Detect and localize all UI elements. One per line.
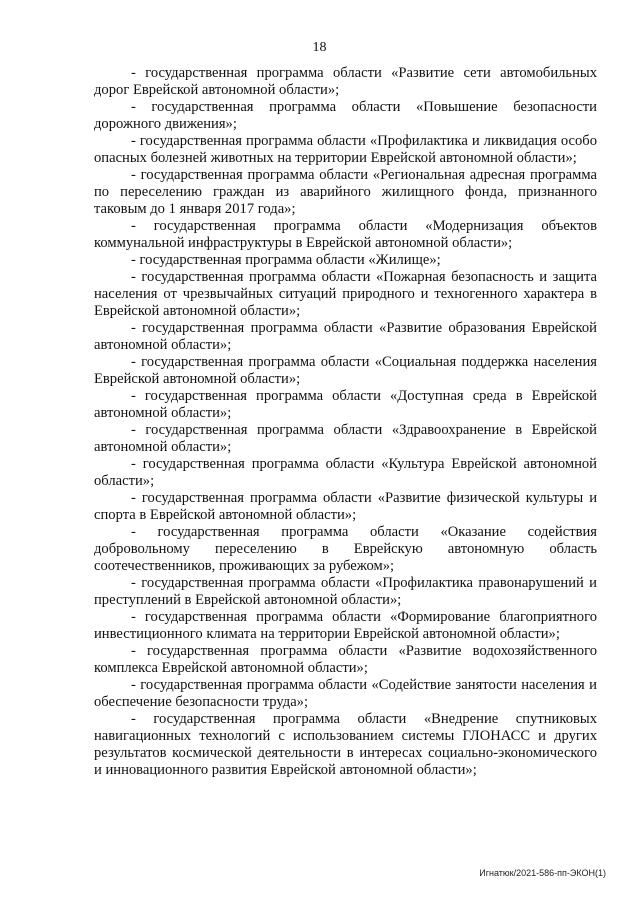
page-number: 18 [312,40,327,55]
list-item: - государственная программа области «Развитие водохозяйственного комплекса Еврейской автономной области»; [94,643,597,676]
list-item: - государственная программа области «Культура Еврейской автономной области»; [94,456,597,489]
list-item: - государственная программа области «Оказание содействия добровольному переселению в Еврейскую автономную область соотечественников, проживающих за рубежом»; [94,524,597,574]
list-item: - государственная программа области «Здравоохранение в Еврейской автономной области»; [94,422,597,455]
list-item: - государственная программа области «Социальная поддержка населения Еврейской автономной области»; [94,354,597,387]
list-item: - государственная программа области «Повышение безопасности дорожного движения»; [94,99,597,132]
list-item: - государственная программа области «Развитие сети автомобильных дорог Еврейской автономной области»; [94,65,597,98]
list-item: - государственная программа области «Развитие физической культуры и спорта в Еврейской автономной области»; [94,490,597,523]
list-item: - государственная программа области «Содействие занятости населения и обеспечение безопасности труда»; [94,677,597,710]
list-item: - государственная программа области «Профилактика правонарушений и преступлений в Еврейской автономной области»; [94,575,597,608]
list-item: - государственная программа области «Внедрение спутниковых навигационных технологий с использованием системы ГЛОНАСС и других результатов космической деятельности в интересах социально-экономического и инновационного развития Еврейской автономной области»; [94,711,597,778]
list-item: - государственная программа области «Пожарная безопасность и защита населения от чрезвычайных ситуаций природного и техногенного характера в Еврейской автономной области»; [94,269,597,319]
list-item: - государственная программа области «Развитие образования Еврейской автономной области»; [94,320,597,353]
program-list [94,65,597,779]
document-footer-code: Игнатюк/2021-586-пп-ЭКОН(1) [479,868,606,878]
list-item: - государственная программа области «Профилактика и ликвидация особо опасных болезней животных на территории Еврейской автономной области»; [94,133,597,166]
list-item: - государственная программа области «Модернизация объектов коммунальной инфраструктуры в Еврейской автономной области»; [94,218,597,251]
list-item: - государственная программа области «Формирование благоприятного инвестиционного климата на территории Еврейской автономной области»; [94,609,597,642]
list-item: - государственная программа области «Доступная среда в Еврейской автономной области»; [94,388,597,421]
list-item: - государственная программа области «Региональная адресная программа по переселению граждан из аварийного жилищного фонда, признанного таковым до 1 января 2017 года»; [94,167,597,217]
list-item: - государственная программа области «Жилище»; [131,252,441,268]
